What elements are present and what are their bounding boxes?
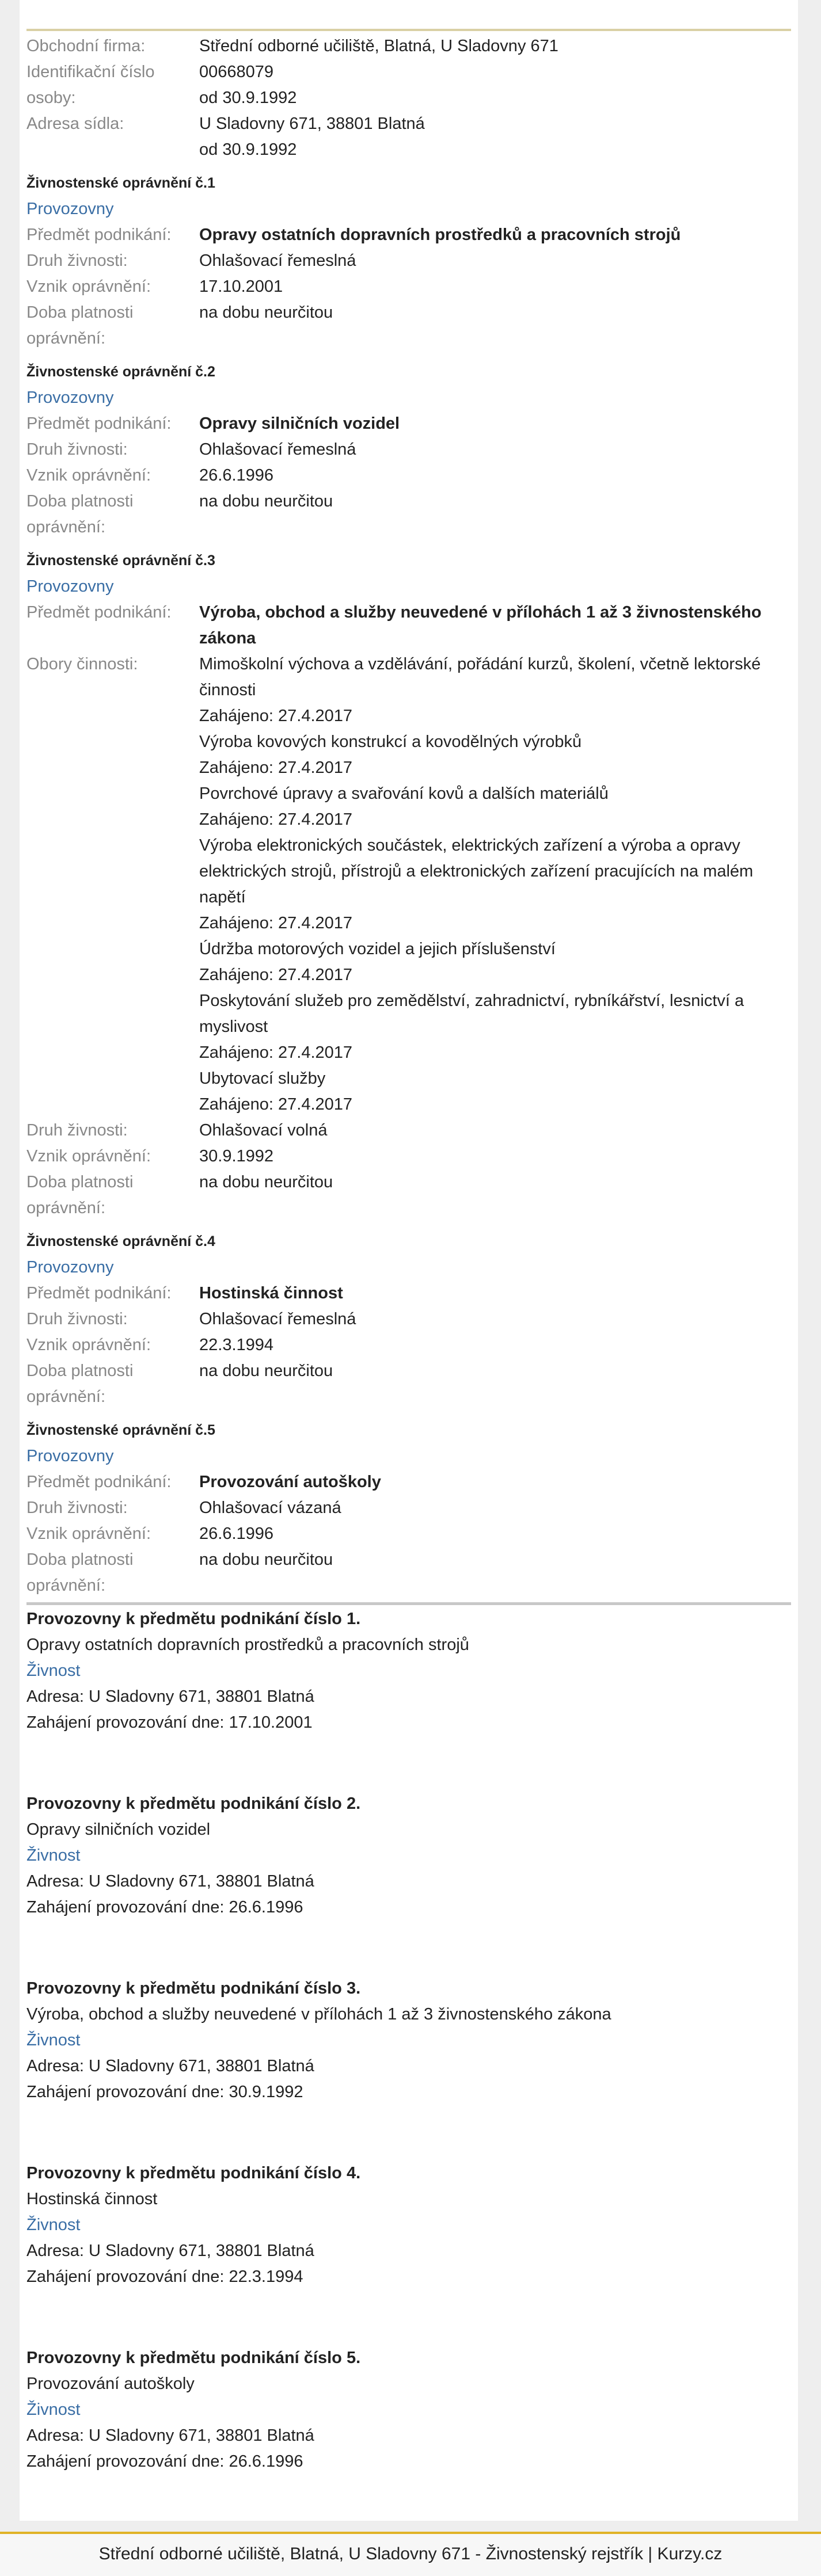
field-label: [26, 137, 199, 163]
license-origin: 17.10.2001: [199, 277, 283, 296]
field-name: Údržba motorových vozidel a jejich příslušenství: [199, 940, 556, 958]
company-row: [26, 111, 791, 137]
premises-start: Zahájení provozování dne: 30.9.1992: [26, 2083, 303, 2101]
license-type: Ohlašovací řemeslná: [199, 440, 356, 459]
zivnost-link[interactable]: Živnost: [26, 2400, 81, 2419]
license-subject: Opravy ostatních dopravních prostředků a pracovních strojů: [199, 226, 681, 244]
premises-start: Zahájení provozování dne: 22.3.1994: [26, 2268, 303, 2286]
premises-subject: Výroba, obchod a služby neuvedené v přílohách 1 až 3 živnostenského zákona: [26, 2005, 611, 2024]
field-name: Výroba kovových konstrukcí a kovodělných výrobků: [199, 733, 582, 751]
field-label: Vznik oprávnění:: [26, 1147, 151, 1165]
origin-row: [26, 1144, 791, 1169]
field-label: Doba platnosti: [26, 303, 134, 322]
premises-address: Adresa: U Sladovny 671, 38801 Blatná: [26, 2426, 314, 2445]
license-title: Živnostenské oprávnění č.2: [26, 364, 215, 380]
field-name: Mimoškolní výchova a vzdělávání, pořádání kurzů, školení, včetně lektorské činnosti: [199, 655, 761, 699]
top-divider: [26, 29, 791, 31]
field-start-date: Zahájeno: 27.4.2017: [199, 1043, 353, 1062]
company-row: [26, 85, 791, 111]
field-name: Poskytování služeb pro zemědělství, zahradnictví, rybníkářství, lesnictví a myslivost: [199, 992, 744, 1036]
validity-row: [26, 1169, 791, 1195]
license-origin: 30.9.1992: [199, 1147, 274, 1165]
field-label: oprávnění:: [26, 1388, 106, 1406]
premises-start: Zahájení provozování dne: 26.6.1996: [26, 1898, 303, 1916]
origin-row: [26, 463, 791, 489]
license-type: Ohlašovací vázaná: [199, 1499, 341, 1517]
field-label: Předmět podnikání:: [26, 226, 172, 244]
field-value: od 30.9.1992: [199, 89, 297, 107]
field-label: Druh živnosti:: [26, 1121, 128, 1140]
premises-title: Provozovny k předmětu podnikání číslo 2.: [26, 1794, 361, 1813]
field-label: Druh živnosti:: [26, 251, 128, 270]
validity-row-2: [26, 326, 791, 352]
subject-row: [26, 1281, 791, 1306]
premises-address: Adresa: U Sladovny 671, 38801 Blatná: [26, 1687, 314, 1706]
origin-row: [26, 274, 791, 300]
field-label: Vznik oprávnění:: [26, 466, 151, 485]
zivnost-link[interactable]: Živnost: [26, 1846, 81, 1865]
premises-address: Adresa: U Sladovny 671, 38801 Blatná: [26, 2057, 314, 2075]
premises-address: Adresa: U Sladovny 671, 38801 Blatná: [26, 2242, 314, 2260]
page-footer: Střední odborné učiliště, Blatná, U Sladovny 671 - Živnostenský rejstřík | Kurzy.cz: [0, 2532, 821, 2576]
subject-row: [26, 600, 791, 651]
field-value: Střední odborné učiliště, Blatná, U Sladovny 671: [199, 37, 558, 55]
validity-row: [26, 489, 791, 515]
license-validity: na dobu neurčitou: [199, 1362, 333, 1380]
field-start-date: Zahájeno: 27.4.2017: [199, 810, 353, 829]
field-label: Druh živnosti:: [26, 1499, 128, 1517]
license-list: [26, 170, 791, 1599]
field-value: 00668079: [199, 63, 274, 81]
company-row: [26, 137, 791, 163]
license-validity: na dobu neurčitou: [199, 303, 333, 322]
premises-title: Provozovny k předmětu podnikání číslo 5.: [26, 2349, 361, 2367]
premises-block: [26, 1976, 791, 2105]
license-origin: 26.6.1996: [199, 1525, 274, 1543]
company-info: [26, 33, 791, 163]
license-title: Živnostenské oprávnění č.1: [26, 175, 215, 191]
type-row: [26, 1306, 791, 1332]
license-block: [26, 548, 791, 1221]
page-sheet: [20, 0, 798, 2521]
field-label: Doba platnosti: [26, 492, 134, 510]
field-label: Doba platnosti: [26, 1173, 134, 1191]
field-label: Identifikační číslo: [26, 63, 155, 81]
field-label: Vznik oprávnění:: [26, 1336, 151, 1354]
section-divider: [26, 1602, 791, 1605]
validity-row-2: [26, 1573, 791, 1599]
fields-list: [199, 651, 791, 1118]
provozovny-link[interactable]: Provozovny: [26, 1258, 114, 1276]
validity-spacer: [199, 515, 791, 540]
field-label: oprávnění:: [26, 518, 106, 536]
provozovny-link[interactable]: Provozovny: [26, 577, 114, 596]
subject-row: [26, 222, 791, 248]
license-title: Živnostenské oprávnění č.4: [26, 1233, 215, 1249]
type-row: [26, 437, 791, 463]
fields-row: [26, 651, 791, 1118]
field-label: oprávnění:: [26, 329, 106, 348]
field-start-date: Zahájeno: 27.4.2017: [199, 1095, 353, 1114]
field-label: oprávnění:: [26, 1576, 106, 1595]
premises-title: Provozovny k předmětu podnikání číslo 4.: [26, 2164, 361, 2182]
premises-subject: Hostinská činnost: [26, 2190, 158, 2208]
license-origin: 26.6.1996: [199, 466, 274, 485]
license-validity: na dobu neurčitou: [199, 1173, 333, 1191]
field-label: Předmět podnikání:: [26, 414, 172, 433]
field-start-date: Zahájeno: 27.4.2017: [199, 914, 353, 932]
type-row: [26, 1495, 791, 1521]
field-value: U Sladovny 671, 38801 Blatná: [199, 115, 425, 133]
premises-start: Zahájení provozování dne: 26.6.1996: [26, 2452, 303, 2471]
field-label: Vznik oprávnění:: [26, 1525, 151, 1543]
field-label: osoby:: [26, 89, 76, 107]
validity-spacer: [199, 326, 791, 352]
field-start-date: Zahájeno: 27.4.2017: [199, 707, 353, 725]
premises-block: [26, 2160, 791, 2290]
validity-spacer: [199, 1195, 791, 1221]
field-label: Předmět podnikání:: [26, 1473, 172, 1491]
subject-row: [26, 411, 791, 437]
field-label: Vznik oprávnění:: [26, 277, 151, 296]
subject-row: [26, 1469, 791, 1495]
premises-block: [26, 1791, 791, 1920]
field-start-date: Zahájeno: 27.4.2017: [199, 966, 353, 984]
license-type: Ohlašovací řemeslná: [199, 1310, 356, 1328]
premises-subject: Provozování autoškoly: [26, 2375, 195, 2393]
register-content: [26, 33, 791, 2530]
license-block: [26, 1417, 791, 1599]
validity-row: [26, 1358, 791, 1384]
premises-address: Adresa: U Sladovny 671, 38801 Blatná: [26, 1872, 314, 1891]
field-name: Ubytovací služby: [199, 1069, 326, 1088]
field-label: oprávnění:: [26, 1199, 106, 1217]
field-label: Adresa sídla:: [26, 115, 124, 133]
premises-block: [26, 2345, 791, 2475]
company-row: [26, 59, 791, 85]
company-row: [26, 33, 791, 59]
field-name: Povrchové úpravy a svařování kovů a dalších materiálů: [199, 784, 609, 803]
provozovny-link[interactable]: Provozovny: [26, 388, 114, 407]
field-name: Výroba elektronických součástek, elektrických zařízení a výroba a opravy elektrických strojů, přístrojů a elektronických zařízení pracujících na malém napětí: [199, 836, 754, 906]
license-title: Živnostenské oprávnění č.5: [26, 1422, 215, 1438]
premises-subject: Opravy silničních vozidel: [26, 1820, 211, 1839]
zivnost-link[interactable]: Živnost: [26, 2216, 81, 2234]
field-label: Druh živnosti:: [26, 1310, 128, 1328]
license-validity: na dobu neurčitou: [199, 1550, 333, 1569]
premises-list: [26, 1606, 791, 2475]
premises-block: [26, 1606, 791, 1736]
origin-row: [26, 1332, 791, 1358]
validity-row-2: [26, 515, 791, 540]
license-subject: Výroba, obchod a služby neuvedené v přílohách 1 až 3 živnostenského zákona: [199, 603, 762, 647]
license-type: Ohlašovací volná: [199, 1121, 328, 1140]
license-subject: Hostinská činnost: [199, 1284, 343, 1302]
field-label: Obchodní firma:: [26, 37, 146, 55]
field-label: Obory činnosti:: [26, 655, 138, 673]
license-title: Živnostenské oprávnění č.3: [26, 552, 215, 569]
zivnost-link[interactable]: Živnost: [26, 1662, 81, 1680]
license-type: Ohlašovací řemeslná: [199, 251, 356, 270]
license-subject: Provozování autoškoly: [199, 1473, 381, 1491]
field-start-date: Zahájeno: 27.4.2017: [199, 759, 353, 777]
field-label: Doba platnosti: [26, 1362, 134, 1380]
field-label: Druh živnosti:: [26, 440, 128, 459]
field-label: Předmět podnikání:: [26, 603, 172, 622]
license-block: [26, 170, 791, 352]
field-label: Předmět podnikání:: [26, 1284, 172, 1302]
validity-row: [26, 1547, 791, 1573]
field-label: Doba platnosti: [26, 1550, 134, 1569]
validity-row-2: [26, 1195, 791, 1221]
validity-spacer: [199, 1573, 791, 1599]
validity-spacer: [199, 1384, 791, 1410]
origin-row: [26, 1521, 791, 1547]
type-row: [26, 1118, 791, 1144]
premises-title: Provozovny k předmětu podnikání číslo 3.: [26, 1979, 361, 1998]
provozovny-link[interactable]: Provozovny: [26, 200, 114, 218]
license-block: [26, 1229, 791, 1410]
license-block: [26, 359, 791, 540]
premises-start: Zahájení provozování dne: 17.10.2001: [26, 1713, 313, 1732]
license-subject: Opravy silničních vozidel: [199, 414, 400, 433]
field-value: od 30.9.1992: [199, 140, 297, 159]
validity-row: [26, 300, 791, 326]
premises-subject: Opravy ostatních dopravních prostředků a pracovních strojů: [26, 1636, 469, 1654]
license-validity: na dobu neurčitou: [199, 492, 333, 510]
zivnost-link[interactable]: Živnost: [26, 2031, 81, 2049]
license-origin: 22.3.1994: [199, 1336, 274, 1354]
premises-title: Provozovny k předmětu podnikání číslo 1.: [26, 1610, 361, 1628]
provozovny-link[interactable]: Provozovny: [26, 1447, 114, 1465]
validity-row-2: [26, 1384, 791, 1410]
type-row: [26, 248, 791, 274]
